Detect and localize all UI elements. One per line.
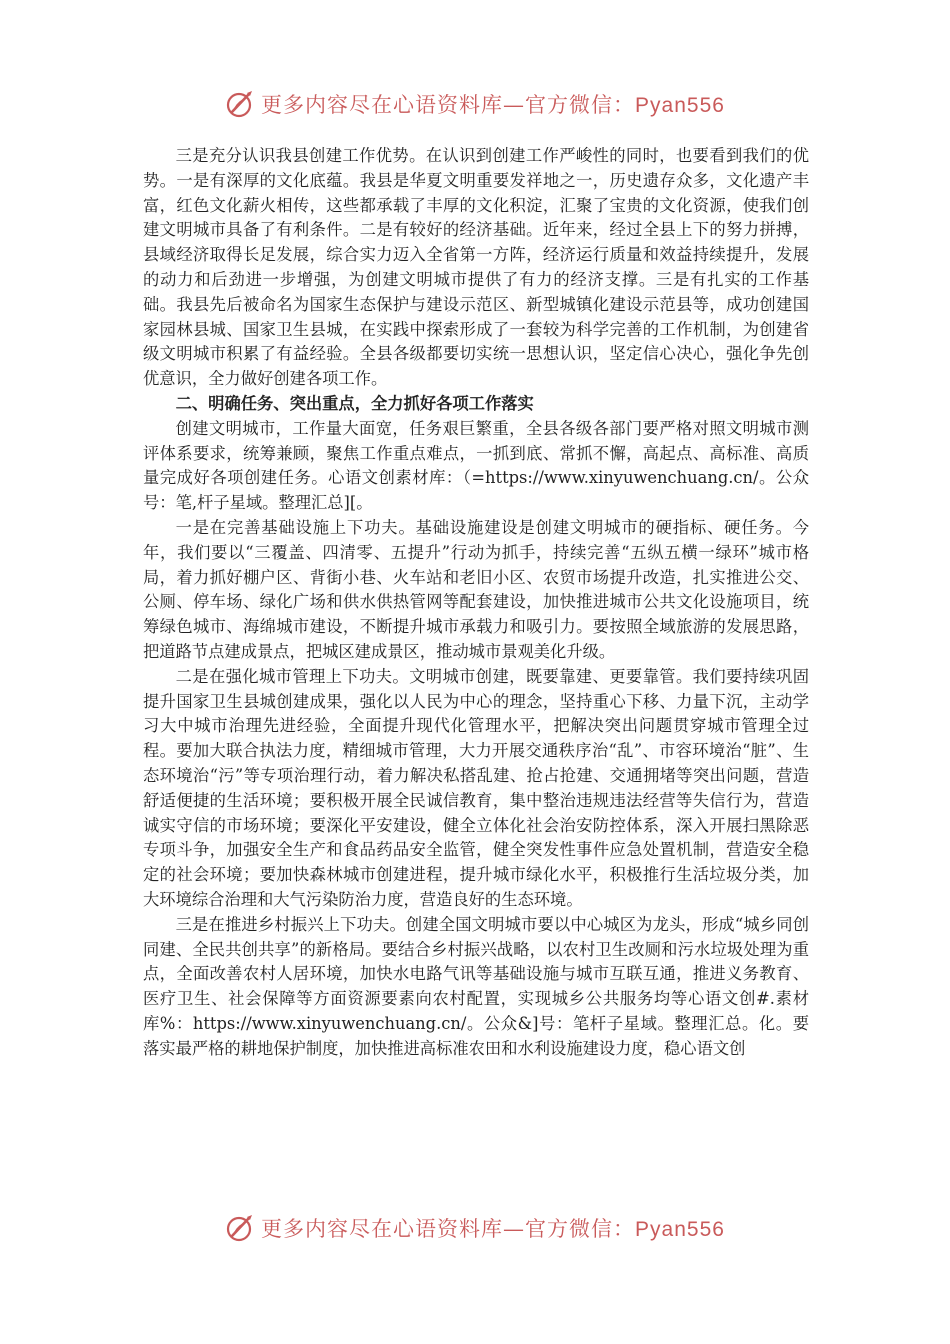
paragraph-advantages: 三是充分认识我县创建工作优势。在认识到创建工作严峻性的同时，也要看到我们的优势。一是有深厚的文化底蕴。我县是华夏文明重要发祥地之一，历史遗存众多，文化遗产丰富，红色文化薪火相传，这些都承载了丰厚的文化积淀，汇聚了宝贵的文化资源，使我们创建文明城市具备了有利条件。二是有较好的经济基础。近年来，经过全县上下的努力拼搏，县域经济取得长足发展，综合实力迈入全省第一方阵，经济运行质量和效益持续提升，发展的动力和后劲进一步增强，为创建文明城市提供了有力的经济支撑。三是有扎实的工作基础。我县先后被命名为国家生态保护与建设示范区、新型城镇化建设示范县等，成功创建国家园林县城、国家卫生县城，在实践中探索形成了一套较为科学完善的工作机制，为创建省级文明城市积累了有益经验。全县各级都要切实统一思想认识，坚定信心决心，强化争先创优意识，全力做好创建各项工作。 bbox=[143, 146, 809, 389]
banner-text bbox=[261, 1213, 725, 1243]
banner-text bbox=[261, 89, 725, 119]
pen-logo-icon bbox=[225, 89, 255, 119]
banner-slogan: 更多内容尽在心语资料库—官方微信： bbox=[261, 93, 636, 117]
banner-slogan: 更多内容尽在心语资料库—官方微信： bbox=[261, 1217, 636, 1241]
paragraph-tasks: 创建文明城市，工作量大面宽，任务艰巨繁重，全县各级各部门要严格对照文明城市测评体系要求，统筹兼顾，聚焦工作重点难点，一抓到底、常抓不懈，高起点、高标准、高质量完成好各项创建任务。心语文创素材库：（=https://www.xinyuwenchuang.cn/。公众号：笔,杆子星域。整理汇总][。 bbox=[143, 418, 809, 513]
banner-wechat-id: Pyan556 bbox=[635, 1218, 725, 1241]
paragraph-infrastructure: 一是在完善基础设施上下功夫。基础设施建设是创建文明城市的硬指标、硬任务。今年，我们要以“三覆盖、四清零、五提升”行动为抓手，持续完善“五纵五横一绿环”城市格局，着力抓好棚户区、背街小巷、火车站和老旧小区、农贸市场提升改造，扎实推进公交、公厕、停车场、绿化广场和供水供热管网等配套建设，加快推进城市公共文化设施项目，统筹绿色城市、海绵城市建设，不断提升城市承载力和吸引力。要按照全域旅游的发展思路，把道路节点建成景点，把城区建成景区，推动城市景观美化升级。 bbox=[143, 517, 809, 661]
footer-watermark-banner bbox=[0, 1208, 950, 1248]
document-body bbox=[143, 144, 809, 1061]
pen-logo-icon bbox=[225, 1213, 255, 1243]
banner-wechat-id: Pyan556 bbox=[635, 94, 725, 117]
paragraph-city-management: 二是在强化城市管理上下功夫。文明城市创建，既要靠建、更要靠管。我们要持续巩固提升国家卫生县城创建成果，强化以人民为中心的理念，坚持重心下移、力量下沉，主动学习大中城市治理先进经验，全面提升现代化管理水平，把解决突出问题贯穿城市管理全过程。要加大联合执法力度，精细城市管理，大力开展交通秩序治“乱”、市容环境治“脏”、生态环境治“污”等专项治理行动，着力解决私搭乱建、抢占抢建、交通拥堵等突出问题，营造舒适便捷的生活环境；要积极开展全民诚信教育，集中整治违规违法经营等失信行为，营造诚实守信的市场环境；要深化平安建设，健全立体化社会治安防控体系，深入开展扫黑除恶专项斗争，加强安全生产和食品药品安全监管，健全突发性事件应急处置机制，营造安全稳定的社会环境；要加快森林城市创建进程，提升城市绿化水平，积极推行生活垃圾分类，加大环境综合治理和大气污染防治力度，营造良好的生态环境。 bbox=[143, 666, 809, 909]
section-heading: 二、明确任务、突出重点，全力抓好各项工作落实 bbox=[175, 393, 534, 413]
header-watermark-banner bbox=[0, 84, 950, 124]
paragraph-rural-revitalization: 三是在推进乡村振兴上下功夫。创建全国文明城市要以中心城区为龙头，形成“城乡同创同建、全民共创共享”的新格局。要结合乡村振兴战略，以农村卫生改厕和污水垃圾处理为重点，全面改善农村人居环境，加快水电路气讯等基础设施与城市互联互通，推进义务教育、医疗卫生、社会保障等方面资源要素向农村配置，实现城乡公共服务均等心语文创#.素材库%：https://www.xinyuwenchuang.cn/。公众&]号：笔杆子星域。整理汇总。化。要落实最严格的耕地保护制度，加快推进高标准农田和水利设施建设力度，稳心语文创 bbox=[143, 914, 809, 1058]
